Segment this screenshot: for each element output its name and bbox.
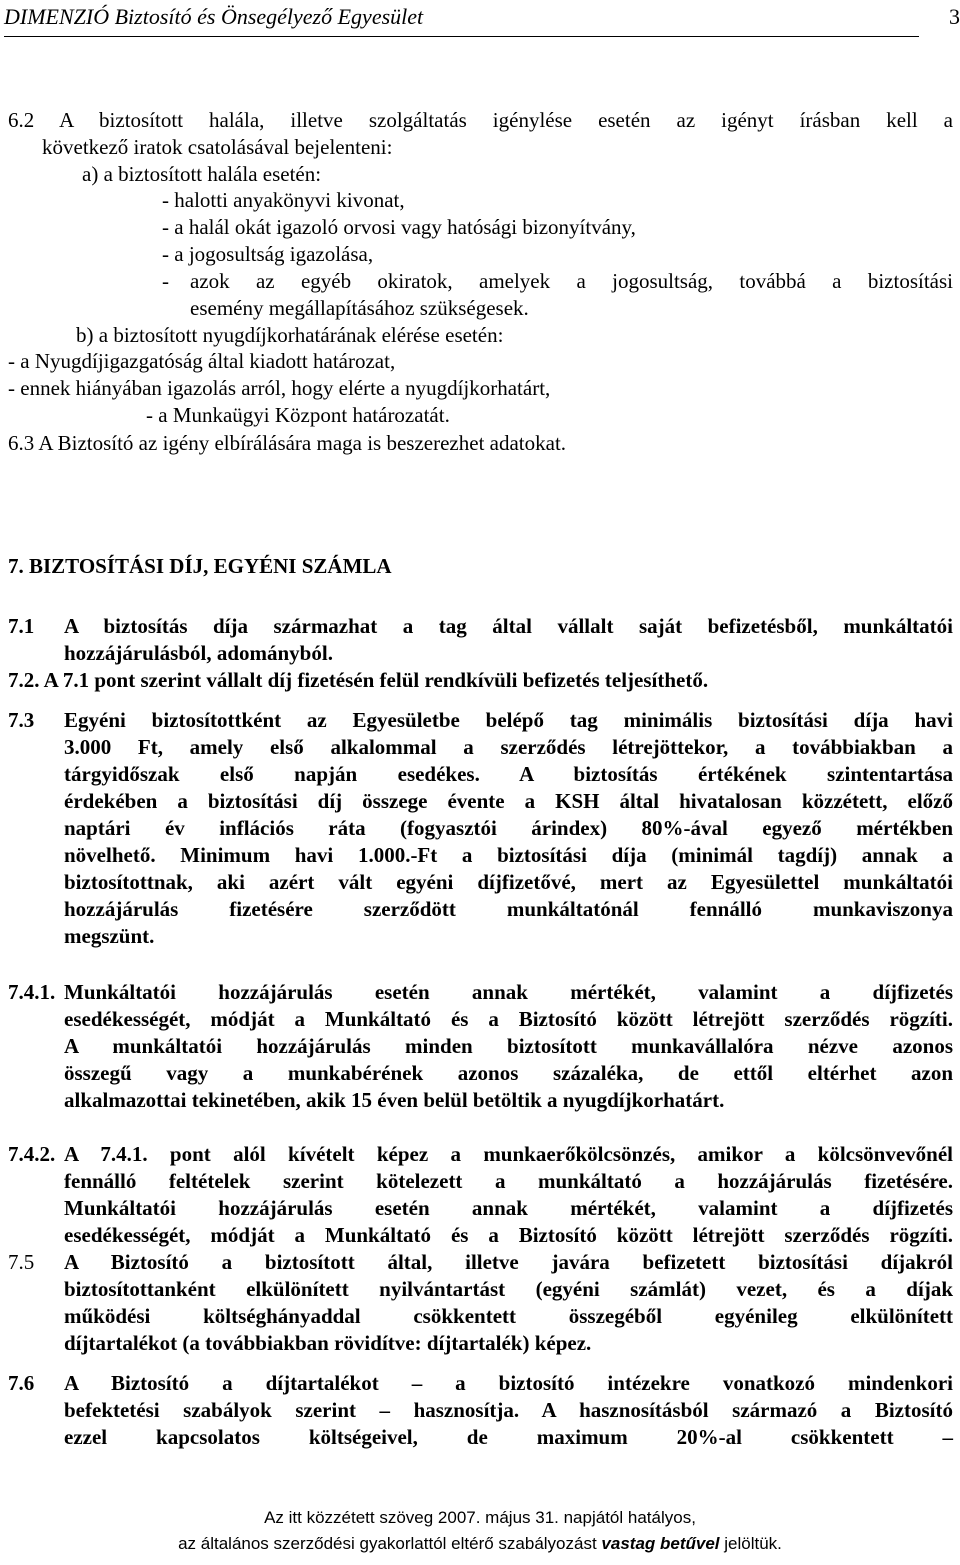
s62-b3: - a Munkaügyi Központ határozatát. [146,403,450,427]
p76-line: befektetési szabályok szerint – hasznosítja. A hasznosításból származó a Biztosító [64,1398,953,1422]
s62-a3: - a jogosultság igazolása, [162,242,374,266]
p75-line: működési költséghányaddal csökkentett összegéből egyénileg elkülönített [64,1304,953,1328]
footer-line2-bold: vastag betűvel [601,1534,720,1553]
footer-line2 [0,1534,960,1554]
page-header [4,4,960,37]
p741-number: 7.4.1. [8,980,56,1004]
footer-line2-post: jelöltük. [719,1534,782,1553]
p742-number: 7.4.2. [8,1142,56,1166]
p742-line: A 7.4.1. pont alól kívételt képez a munkaerőkölcsönzés, amikor a kölcsönvevőnél [64,1142,953,1166]
s63-text: 6.3 A Biztosító az igény elbírálására maga is beszerezhet adatokat. [8,431,567,455]
p73-line: Egyéni biztosítottként az Egyesületbe belépő tag minimális biztosítási díja havi [64,708,953,732]
s62-line2: következő iratok csatolásával bejelenteni: [42,135,393,159]
p73-line: tárgyidőszak első napján esedékes. A biztosítás értékének szintentartása [64,762,953,786]
s62-line1: 6.2 A biztosított halála, illetve szolgáltatás igénylése esetén az igényt írásban kell a [8,108,953,132]
p741-line: összegű vagy a munkabérének azonos százaléka, de ettől eltérhet azon [64,1061,953,1085]
s62-a4b: esemény megállapításához szükségesek. [190,296,529,320]
header-title: DIMENZIÓ Biztosító és Önsegélyező Egyesület [4,4,424,29]
p73-line: biztosítottnak, aki azért vált egyéni díjfizetővé, mert az Egyesülettel munkáltatói [64,870,953,894]
p73-line: hozzájárulás fizetésére szerződött munkáltatónál fennálló munkaviszonya [64,897,953,921]
p73-line: megszünt. [64,924,155,948]
p741-line: Munkáltatói hozzájárulás esetén annak mértékét, valamint a díjfizetés [64,980,953,1004]
p76-number: 7.6 [8,1371,35,1395]
p75-line: biztosítottanként elkülönített nyilvántartást (egyéni számlát) vezet, és a díjak [64,1277,953,1301]
p73-number: 7.3 [8,708,35,732]
p742-line: fennálló feltételek szerint kötelezett a munkáltató a hozzájárulás fizetésére. [64,1169,953,1193]
footer-line2-pre: az általános szerződési gyakorlattól eltérő szabályozást [178,1534,602,1553]
p741-line: esedékességét, módját a Munkáltató és a Biztosító között létrejött szerződés rögzíti. [64,1007,953,1031]
p73-line: naptári év inflációs ráta (fogyasztói árindex) 80%-ával egyező mértékben [64,816,953,840]
p71-number: 7.1 [8,614,35,638]
p76-line: A Biztosító a díjtartalékot – a biztosító intézekre vonatkozó mindenkori [64,1371,953,1395]
p741-line: alkalmazottai tekinetében, akik 15 éven belül betöltik a nyugdíjkorhatárt. [64,1088,725,1112]
p73-line: érdekében a biztosítási díj összege évente a KSH által hivatalosan közzétett, előző [64,789,953,813]
p73-line: 3.000 Ft, amely első alkalommal a szerződés létrejöttekor, a továbbiakban a [64,735,953,759]
s62-b1: - a Nyugdíjigazgatóság által kiadott határozat, [8,349,396,373]
p71-line2: hozzájárulásból, adományból. [64,641,333,665]
section-7-heading: 7. BIZTOSÍTÁSI DÍJ, EGYÉNI SZÁMLA [8,554,392,578]
p72-text: 7.2. A 7.1 pont szerint vállalt díj fizetésén felül rendkívüli befizetés teljesíthető. [8,668,709,692]
p71-line1: A biztosítás díja származhat a tag által vállalt saját befizetésből, munkáltatói [64,614,953,638]
p75-line: díjtartalékot (a továbbiakban rövidítve: díjtartalék) képez. [64,1331,592,1355]
s62-a4: azok az egyéb okiratok, amelyek a jogosultság, továbbá a biztosítási [190,269,953,293]
p75-number: 7.5 [8,1250,35,1274]
s62-b: b) a biztosított nyugdíjkorhatárának elérése esetén: [76,323,504,347]
p76-line: ezzel kapcsolatos költségeivel, de maximum 20%-al csökkentett – [64,1425,953,1449]
p741-line: A munkáltatói hozzájárulás minden biztosított munkavállalóra nézve azonos [64,1034,953,1058]
s62-a: a) a biztosított halála esetén: [82,162,322,186]
s62-b2: - ennek hiányában igazolás arról, hogy elérte a nyugdíjkorhatárt, [8,376,551,400]
p742-line: esedékességét, módját a Munkáltató és a Biztosító között létrejött szerződés rögzíti. [64,1223,953,1247]
s62-a1: - halotti anyakönyvi kivonat, [162,188,405,212]
p742-line: Munkáltatói hozzájárulás esetén annak mértékét, valamint a díjfizetés [64,1196,953,1220]
p73-line: növelhető. Minimum havi 1.000.-Ft a biztosítási díja (minimál tagdíj) annak a [64,843,953,867]
footer-line1: Az itt közzétett szöveg 2007. május 31. napjától hatályos, [264,1508,696,1527]
page-number: 3 [949,4,960,29]
s62-a4-dash: - [162,269,169,293]
s62-a2: - a halál okát igazoló orvosi vagy hatósági bizonyítvány, [162,215,636,239]
p75-line: A Biztosító a biztosított által, illetve javára befizetett biztosítási díjakról [64,1250,953,1274]
